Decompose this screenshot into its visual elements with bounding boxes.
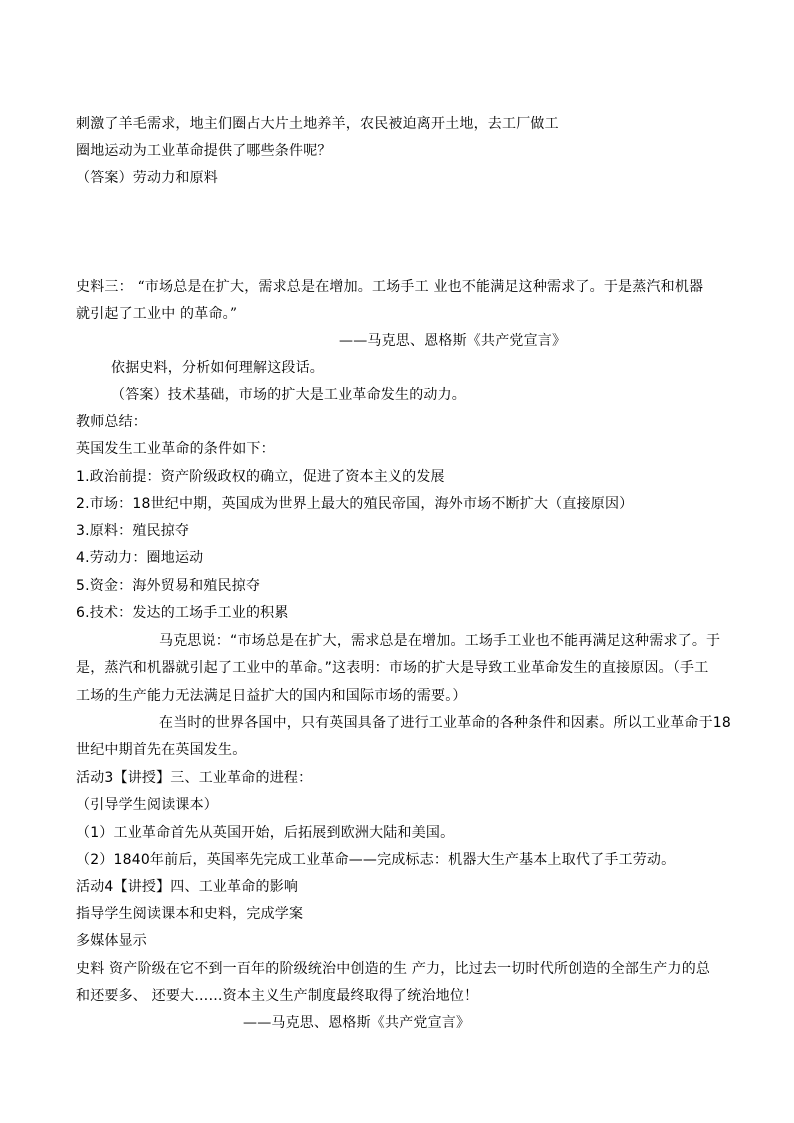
text-line: 刺激了羊毛需求，地主们圈占大片土地养羊，农民被迫离开土地，去工厂做工	[76, 116, 559, 132]
source-quote-line: 就引起了工业中 的革命。”	[76, 306, 238, 322]
source-citation: ——马克思、恩格斯《共产党宣言》	[243, 1015, 471, 1031]
list-item: （2）1840年前后，英国率先完成工业革命——完成标志：机器大生产基本上取代了手工劳动。	[76, 852, 676, 868]
paragraph-line: 在当时的世界各国中，只有英国具备了进行工业革命的各种条件和因素。所以工业革命于18	[159, 715, 732, 731]
source-quote-line: 和还要多、 还要大……资本主义生产制度最终取得了统治地位！	[76, 988, 479, 1004]
paragraph-line: 工场的生产能力无法满足日益扩大的国内和国际市场的需要。）	[76, 688, 467, 704]
paragraph-line: 世纪中期首先在英国发生。	[76, 742, 247, 758]
list-item: 6.技术：发达的工场手工业的积累	[76, 605, 289, 621]
activity-heading: 活动3【讲授】三、工业革命的进程：	[76, 770, 313, 786]
section-heading: 教师总结：	[76, 414, 147, 430]
list-item: 1.政治前提：资产阶级政权的确立，促进了资本主义的发展	[76, 469, 445, 485]
answer-line: （答案）技术基础，市场的扩大是工业革命发生的动力。	[111, 387, 466, 403]
question-line: 圈地运动为工业革命提供了哪些条件呢？	[76, 143, 332, 159]
list-item: 2.市场：18世纪中期，英国成为世界上最大的殖民帝国，海外市场不断扩大（直接原因）	[76, 496, 634, 512]
list-item: 5.资金：海外贸易和殖民掠夺	[76, 578, 261, 594]
paragraph-line: 是，蒸汽和机器就引起了工业中的革命。”这表明：市场的扩大是导致工业革命发生的直接原因。（手工	[76, 660, 709, 676]
activity-heading: 活动4【讲授】四、工业革命的影响	[76, 879, 299, 895]
answer-line: （答案）劳动力和原料	[76, 170, 218, 186]
list-item: 3.原料：殖民掠夺	[76, 523, 190, 539]
section-heading: 英国发生工业革命的条件如下：	[76, 441, 275, 457]
instruction-line: 依据史料，分析如何理解这段话。	[111, 360, 324, 376]
list-item: （1）工业革命首先从英国开始，后拓展到欧洲大陆和美国。	[76, 825, 455, 841]
source-citation: ——马克思、恩格斯《共产党宣言》	[339, 333, 567, 349]
guide-line: 多媒体显示	[76, 933, 147, 949]
source-quote-line: 史料三： “市场总是在扩大，需求总是在增加。工场手工 业也不能满足这种需求了。于是蒸汽和机器	[76, 279, 704, 295]
guide-line: 指导学生阅读课本和史料，完成学案	[76, 906, 304, 922]
paragraph-line: 马克思说：“市场总是在扩大，需求总是在增加。工场手工业也不能再满足这种需求了。于	[159, 633, 721, 649]
guide-line: （引导学生阅读课本）	[76, 797, 218, 813]
source-quote-line: 史料 资产阶级在它不到一百年的阶级统治中创造的生 产力，比过去一切时代所创造的全部生产力的总	[76, 961, 711, 977]
list-item: 4.劳动力：圈地运动	[76, 550, 204, 566]
